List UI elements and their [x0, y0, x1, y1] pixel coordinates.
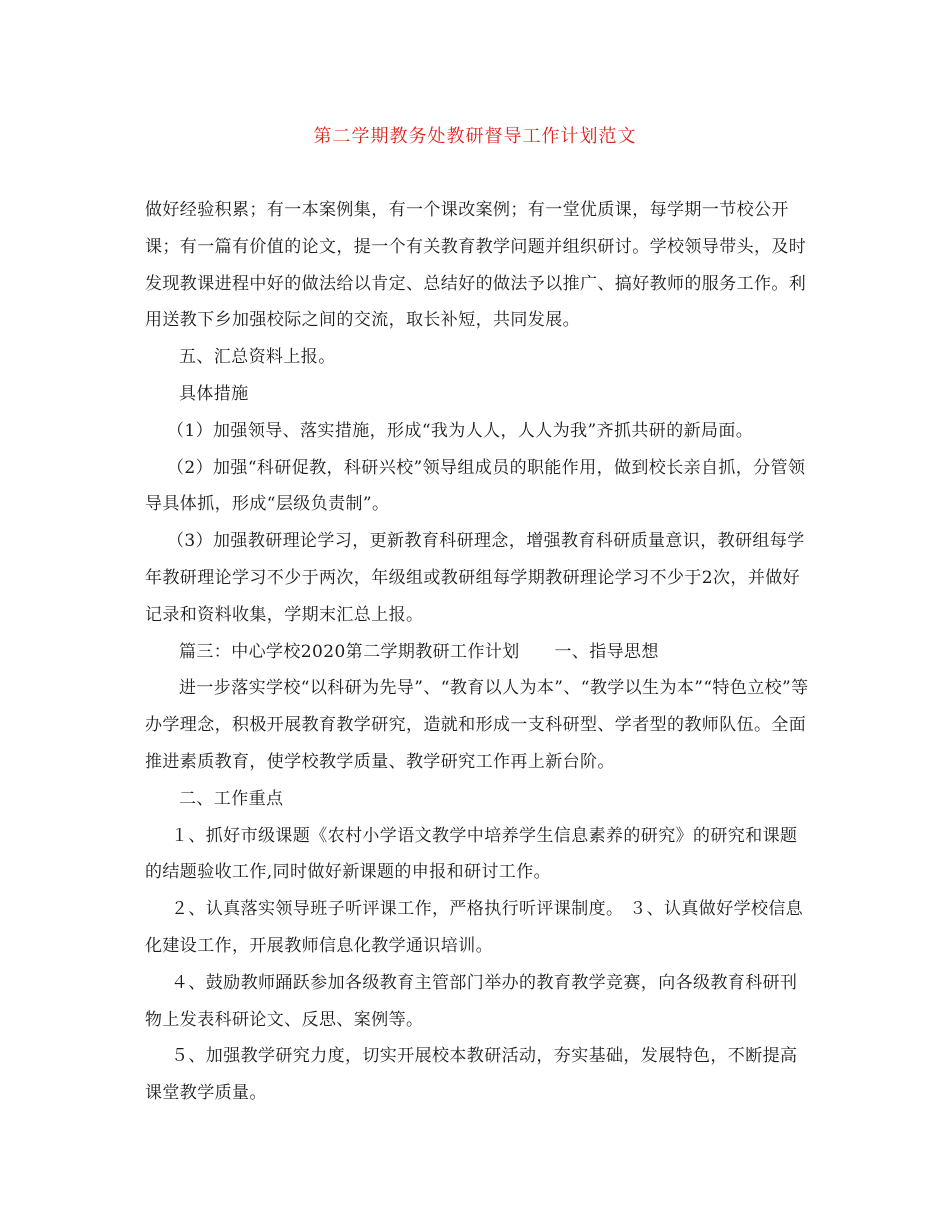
paragraph: （2）加强“科研促教，科研兴校”领导组成员的职能作用，做到校长亲自抓，分管领导具体抓，形成“层级负责制”。	[145, 457, 806, 515]
document-title: 第二学期教务处教研督导工作计划范文	[313, 126, 637, 147]
paragraph: ５、加强教学研究力度，切实开展校本教研活动，夯实基础，发展特色，不断提高课堂教学质量。	[145, 1046, 798, 1104]
paragraph: 进一步落实学校“以科研为先导”、“教育以人为本”、“教学以生为本”“特色立校”等办学理念，积极开展教育教学研究，造就和形成一支科研型、学者型的教师队伍。全面推进素质教育，使学校教学质量、教学研究工作再上新台阶。	[145, 678, 809, 772]
paragraph: 五、汇总资料上报。	[179, 347, 336, 368]
paragraph: ４、鼓励教师踊跃参加各级教育主管部门举办的教育教学竞赛，向各级教育科研刊物上发表科研论文、反思、案例等。	[145, 972, 798, 1030]
paragraph: １、抓好市级课题《农村小学语文教学中培养学生信息素养的研究》的研究和课题的结题验收工作,同时做好新课题的申报和研讨工作。	[145, 825, 798, 883]
paragraph: （3）加强教研理论学习，更新教育科研理念，增强教育科研质量意识，教研组每学年教研理论学习不少于两次，年级组或教研组每学期教研理论学习不少于2次，并做好记录和资料收集，学期末汇总上报。	[145, 531, 805, 625]
paragraph: （1）加强领导、落实措施，形成“我为人人，人人为我”齐抓共研的新局面。	[167, 420, 754, 441]
paragraph: 做好经验积累；有一本案例集，有一个课改案例；有一堂优质课，每学期一节校公开课；有一篇有价值的论文，提一个有关教育教学问题并组织研讨。学校领导带头，及时发现教课进程中好的做法给以肯定、总结好的做法予以推广、搞好教师的服务工作。利用送教下乡加强校际之间的交流，取长补短，共同发展。	[145, 200, 807, 331]
paragraph: 具体措施	[179, 383, 249, 404]
document-body	[145, 192, 810, 1112]
paragraph: ２、认真落实领导班子听评课工作，严格执行听评课制度。 ３、认真做好学校信息化建设工作，开展教师信息化教学通识培训。	[145, 899, 804, 956]
paragraph: 篇三：中心学校2020第二学期教研工作计划 一、指导思想	[179, 641, 659, 662]
paragraph: 二、工作重点	[179, 788, 284, 809]
